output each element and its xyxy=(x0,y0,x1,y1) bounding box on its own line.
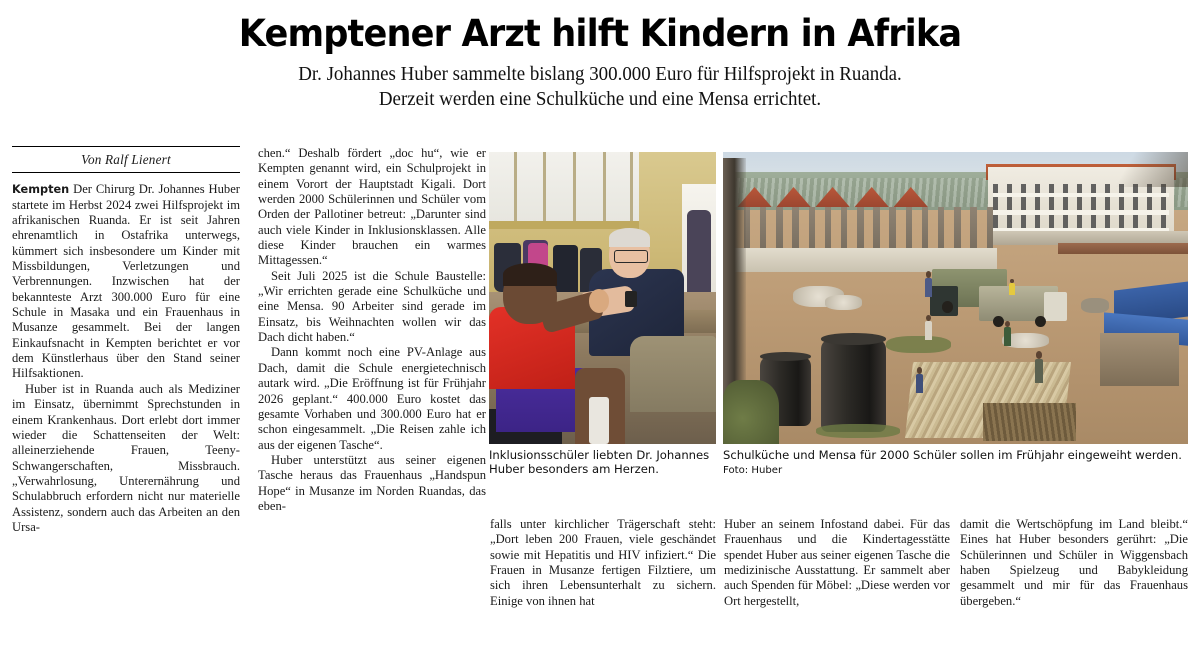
paragraph: Huber an seinem Infostand dabei. Für das Frauenhaus und die Kindertagesstätte spendet Huber aus seiner eigenen Tasche die medizinische Ausstattung. Er sammelt aber auch Spenden für Möbel: „Diese werden vor Ort hergestellt, xyxy=(724,517,950,608)
subheadline-line-1: Dr. Johannes Huber sammelte bislang 300.000 Euro für Hilfsprojekt in Ruanda. xyxy=(298,64,902,86)
photo-credit: Foto: Huber xyxy=(723,465,783,477)
text-column-2 xyxy=(258,146,486,514)
paragraph: Dann kommt noch eine PV-Anlage aus Dach, damit die Schule energietechnisch autark wird. „Die Eröffnung ist für Frühjahr 2026 geplant.“ 400.000 Euro kostet das gesamte Vorhaben und 300.000 Euro hat er schon eingesammelt. „Die Reisen zahle ich aus der eigenen Tasche“. xyxy=(258,345,486,452)
paragraph-text: Der Chirurg Dr. Johannes Huber startete im Herbst 2024 zwei Hilfsprojekt im afrikanischen Ruanda. Er ist seit Jahren ehrenamtlich in Ostafrika unterwegs, kümmert sich insbesondere um Kinder mit Missbildungen, Verletzungen und Verbrennungen. Inzwischen hat der bekannteste Arzt 300.000 Euro für eine Schule in Masaka und ein Frauenhaus in Musanze gesammelt. Bei der langen Einkaufsnacht in Kempten berichtet er vor dem Künstlerhaus über den Stand seiner Hilfsaktionen. xyxy=(12,182,240,381)
paragraph: damit die Wertschöpfung im Land bleibt.“ Eines hat Huber besonders gerührt: „Die Schülerinnen und Schüler in Wiggensbach haben Spielzeug und Babykleidung gesammelt und mir für das Frauenhaus übergeben.“ xyxy=(960,517,1188,608)
page-title: Kemptener Arzt hilft Kindern in Afrika xyxy=(238,12,962,55)
inclusion-student-fist-bump-photo xyxy=(489,152,716,444)
subheadline-line-2: Derzeit werden eine Schulküche und eine Mensa errichtet. xyxy=(378,88,822,110)
photo-artwork xyxy=(489,152,716,444)
article-body-grid xyxy=(0,146,1200,650)
article-subheadline xyxy=(57,63,1143,113)
paragraph: Huber ist in Ruanda auch als Mediziner im Einsatz, übernimmt Sprechstunden in einem Krankenhaus. Dort erlebt dort immer wieder die Schattenseiten der Welt: alleinerziehende Frauen, Teeny-Schwangerschaften, Missbrauch. „Verwahrlosung, Unterernährung und Schulabbruch erfordern nicht nur materielle Assistenz, sondern auch das Arbeiten an den Ursa- xyxy=(12,381,240,534)
paragraph: falls unter kirchlicher Trägerschaft steht: „Dort leben 200 Frauen, viele geschändet sowie mit Hepatitis und HIV infiziert.“ Die Frauen in Musanze fertigen Filztiere, um sich ihren Lebensunterhalt zu sichern. Einige von ihnen hat xyxy=(490,517,716,608)
photo-artwork xyxy=(723,152,1188,444)
text-column-1 xyxy=(12,146,240,535)
paragraph: Seit Juli 2025 ist die Schule Baustelle: „Wir errichten gerade eine Schulküche und eine Mensa. 90 Arbeiter sind gerade im Einsatz, bis Weihnachten wollen wir das Dach dicht haben.“ xyxy=(258,268,486,345)
photo-caption-1: Inklusionsschüler liebten Dr. Johannes Huber besonders am Herzen. xyxy=(489,448,710,477)
text-column-4 xyxy=(724,517,950,609)
paragraph: chen.“ Deshalb fördert „doc hu“, wie er Kempten genannt wird, ein Schulprojekt in einem Vorort der Hauptstadt Kigali. Dort werden 2000 Schülerinnen und Schüler vom Orden der Pallotiner betreut: „Darunter sind auch viele Kinder in Inklusionsklassen. Alle diese Kinder brauchen ein warmes Mittagessen.“ xyxy=(258,146,486,268)
paragraph: Huber unterstützt aus seiner eigenen Tasche heraus das Frauenhaus „Handspun Hope“ in Musanze im Norden Ruandas, das eben- xyxy=(258,452,486,513)
photo-caption-2 xyxy=(723,448,1191,479)
caption-text: Schulküche und Mensa für 2000 Schüler sollen im Frühjahr eingeweiht werden. xyxy=(723,448,1182,462)
dateline: Kempten xyxy=(12,183,70,197)
article-header xyxy=(0,0,1200,113)
text-column-5 xyxy=(960,517,1188,609)
school-kitchen-construction-site-photo xyxy=(723,152,1188,444)
text-column-3 xyxy=(490,517,716,609)
byline: Von Ralf Lienert xyxy=(12,146,240,173)
paragraph xyxy=(12,182,240,381)
